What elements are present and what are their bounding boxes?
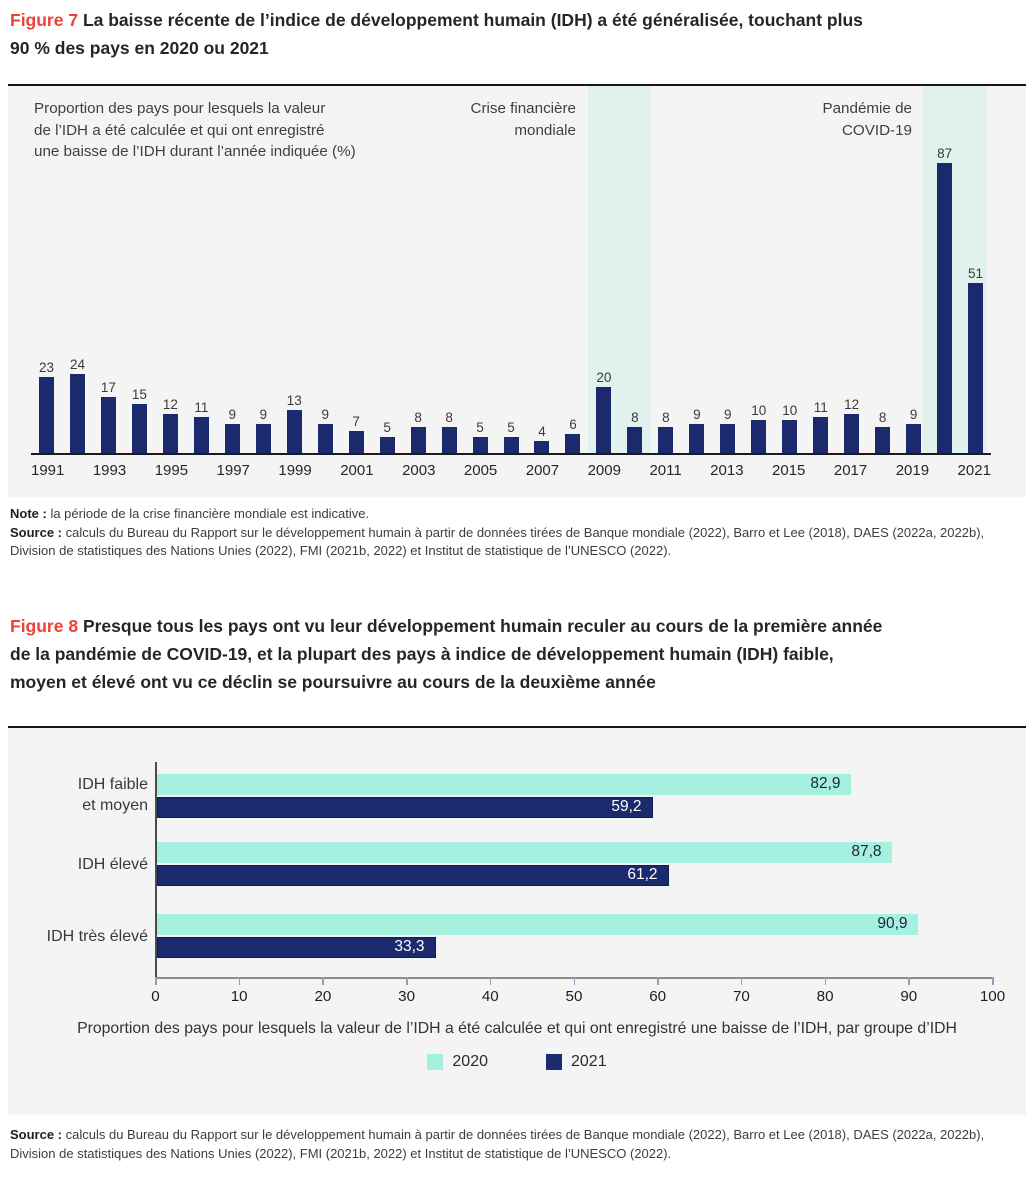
bar [157,842,892,863]
axis-tick [490,977,492,985]
bar [132,404,147,454]
year-tick-label: 2017 [833,462,868,479]
bar [442,427,457,454]
axis-tick-label: 40 [481,988,499,1005]
bar [225,424,240,454]
year-tick-label: 1993 [92,462,127,479]
year-tick-label [64,462,92,479]
figure8-legend [8,1053,1026,1071]
bar-cell [93,381,124,454]
bar-value-label: 17 [100,380,116,395]
bar [504,437,519,454]
year-tick-label: 2007 [525,462,560,479]
category-label-line: et moyen [82,797,148,814]
bar [411,427,426,454]
axis-tick [574,977,576,985]
bar-cell [248,408,279,454]
axis-tick [239,977,241,985]
bar-value-label: 59,2 [611,798,642,815]
bar-cell [929,147,960,454]
legend-label-2020: 2020 [452,1053,488,1070]
bar-cell [186,401,217,454]
bar [875,427,890,454]
bar-value-label: 33,3 [394,938,425,955]
year-tick-label [435,462,463,479]
bar [157,937,436,958]
bar [157,914,918,935]
bar-value-label: 9 [321,407,329,422]
bar-value-label: 87 [937,146,953,161]
bar [565,434,580,454]
bar-value-label: 51 [968,266,984,281]
bar-value-label: 20 [596,370,612,385]
bar-value-label: 7 [352,414,360,429]
bar [720,424,735,454]
axis-tick [741,977,743,985]
axis-tick-label: 0 [151,988,160,1005]
axis-tick-label: 10 [230,988,248,1005]
bar [937,163,952,454]
bar-cell [619,411,650,454]
bar-value-label: 9 [909,407,918,422]
axis-tick-label: 100 [979,988,1006,1005]
bar-value-label: 82,9 [810,775,841,792]
bar-value-label: 6 [569,417,577,432]
bar-cell [867,411,898,454]
axis-tick [322,977,324,985]
bar-value-label: 5 [383,420,391,435]
legend-item-2021 [546,1053,607,1071]
bar [39,377,54,454]
bar [844,414,859,454]
figure8-source: Source : calculs du Bureau du Rapport sur le développement humain à partir de données tirées de Banque mondiale (2022), Barro et Lee (2018), DAES (2022a, 2022b), Division de statistiques des Nations Unies (2022), FMI (2021b, 2022) et Institut de statistique de l’UNESCO (2022). [10,1127,985,1161]
year-tick-label: 2019 [895,462,930,479]
year-tick-label [682,462,710,479]
figure7-bar-area [31,86,991,454]
axis-tick [406,977,408,985]
figure7-source: Source : calculs du Bureau du Rapport sur le développement humain à partir de données tirées de Banque mondiale (2022), Barro et Lee (2018), DAES (2022a, 2022b), Division de statistiques des Nations Unies (2022), FMI (2021b, 2022) et Institut de statistique de l’UNESCO (2022). [10,524,985,558]
year-tick-label: 2005 [463,462,498,479]
bar-value-label: 4 [538,424,546,439]
bar-value-label: 12 [844,397,860,412]
year-tick-label [867,462,895,479]
bar-cell [403,411,434,454]
bar-cell [124,388,155,454]
year-tick-label [497,462,525,479]
bar-value-label: 90,9 [877,915,908,932]
bar [596,387,611,454]
bar [70,374,85,454]
axis-tick-label: 70 [732,988,750,1005]
bar-cell [588,371,619,454]
crisis-annotation: Crise financière mondiale [470,100,576,139]
bar [689,424,704,454]
bar-cell [62,358,93,454]
bar [157,865,669,886]
bar-value-label: 5 [476,420,484,435]
year-tick-label [805,462,833,479]
bar [157,797,653,818]
figure8-title-line2: de la pandémie de COVID-19, et la plupart des pays à indice de développement humain (IDH) faible, [10,644,834,664]
bar-cell [557,418,588,454]
year-tick-label: 2015 [772,462,806,479]
figure8-notes [10,1126,1026,1163]
bar [627,427,642,454]
year-tick-label [929,462,957,479]
bar-value-label: 12 [162,397,178,412]
figure8-chart-panel [8,726,1026,1115]
year-tick-label [250,462,278,479]
bar [751,420,766,454]
bar-cell [960,267,991,454]
bar-cell [310,408,341,454]
bar-value-label: 61,2 [627,866,658,883]
bar-cell [496,421,527,454]
figure7-note: Note : la période de la crise financière mondiale est indicative. [10,506,370,521]
year-tick-label: 1999 [278,462,312,479]
figure8-title [10,612,1024,696]
figure7-label: Figure 7 [10,10,79,30]
bar-value-label: 8 [445,410,453,425]
figure7-title-line2: 90 % des pays en 2020 ou 2021 [10,38,269,58]
bar-cell [898,408,929,454]
year-tick-label [312,462,340,479]
bar-cell [650,411,681,454]
axis-tick-label: 60 [649,988,667,1005]
bar-value-label: 8 [414,410,422,425]
bar-value-label: 5 [507,420,515,435]
bar-value-label: 10 [751,403,767,418]
axis-tick-label: 30 [398,988,416,1005]
bar-value-label: 24 [69,357,85,372]
year-tick-label: 2011 [649,462,682,479]
bar-value-label: 13 [286,393,302,408]
bar [194,417,209,454]
bar-value-label: 87,8 [851,843,882,860]
year-tick-label [744,462,772,479]
year-tick-label: 2021 [957,462,991,479]
bar [813,417,828,454]
year-tick-label: 1991 [31,462,65,479]
legend-item-2020 [427,1053,488,1071]
bar [658,427,673,454]
bar-group [157,914,918,958]
legend-label-2021: 2021 [571,1053,607,1070]
year-tick-label: 2003 [402,462,436,479]
figure7-title-line1: Figure 7 La baisse récente de l’indice de développement humain (IDH) a été généralisée, touchant plus [10,10,863,30]
bar-value-label: 10 [782,403,798,418]
year-tick-label [374,462,402,479]
bar-cell [434,411,465,454]
axis-tick [908,977,910,985]
bar [968,283,983,454]
bar [157,774,851,795]
bar [380,437,395,454]
bar-value-label: 9 [693,407,701,422]
bar-cell [31,361,62,454]
bar-group [157,842,892,886]
bar-value-label: 8 [878,410,887,425]
year-tick-label [188,462,216,479]
bar-value-label: 8 [631,410,639,425]
year-tick-label: 2013 [710,462,744,479]
year-tick-label [559,462,587,479]
category-label-line: IDH très élevé [46,928,148,945]
bar [782,420,797,454]
figure7-chart-panel [8,84,1026,497]
axis-tick [657,977,659,985]
category-label-line: IDH élevé [77,856,148,873]
year-tick-label: 2001 [340,462,374,479]
year-tick-label: 2009 [587,462,621,479]
figure8-caption: Proportion des pays pour lesquels la valeur de l’IDH a été calculée et qui ont enregistré une baisse de l’IDH, par groupe d’IDH [77,1020,957,1037]
axis-tick-label: 50 [565,988,583,1005]
axis-tick [825,977,827,985]
bar-cell [743,404,774,454]
bar-cell [465,421,496,454]
legend-swatch-2020 [427,1054,443,1070]
bar-group [157,774,851,818]
bar [256,424,271,454]
legend-swatch-2021 [546,1054,562,1070]
bar-cell [155,398,186,454]
bar-cell [805,401,836,454]
figure8-title-line3: moyen et élevé ont vu ce déclin se poursuivre au cours de la deuxième année [10,672,656,692]
category-label [8,774,148,816]
category-label [8,926,148,947]
bar [287,410,302,454]
bar-cell [372,421,403,454]
axis-tick [155,977,157,985]
year-tick-label [126,462,154,479]
category-label-line: IDH faible [77,776,148,793]
bar-cell [681,408,712,454]
figure7-title [10,6,1024,62]
bar-value-label: 8 [662,410,670,425]
bar [318,424,333,454]
bar-value-label: 9 [259,407,268,422]
bar-cell [527,425,558,454]
bar-cell [712,408,743,454]
axis-tick [992,977,994,985]
figure8-label: Figure 8 [10,616,79,636]
year-tick-label: 1997 [216,462,250,479]
axis-tick-label: 80 [816,988,834,1005]
bar [906,424,921,454]
bar [473,437,488,454]
year-tick-label [621,462,649,479]
figure7-x-axis-line [31,453,991,455]
figure7-year-axis [31,462,991,479]
bar-cell [279,394,310,454]
bar [349,431,364,454]
bar-cell [341,415,372,454]
bar-value-label: 11 [194,400,209,415]
bar-value-label: 9 [228,407,237,422]
bar-value-label: 9 [724,407,732,422]
axis-tick-label: 20 [314,988,332,1005]
bar [101,397,116,454]
bar-cell [217,408,248,454]
bar-value-label: 15 [131,387,147,402]
bar-value-label: 23 [38,360,54,375]
category-label [8,854,148,875]
bar-cell [774,404,805,454]
figure8-title-line1: Figure 8 Presque tous les pays ont vu leur développement humain reculer au cours de la première année [10,616,883,636]
figure7-notes [10,505,1026,561]
covid-annotation: Pandémie de COVID-19 [822,100,912,139]
bar-cell [836,398,867,454]
figure7-axis-description: Proportion des pays pour lesquels la valeur de l’IDH a été calculée et qui ont enregistré une baisse de l’IDH durant l’année indiquée (%) [34,100,356,160]
bar [163,414,178,454]
year-tick-label: 1995 [154,462,189,479]
bar-value-label: 11 [813,400,828,415]
axis-tick-label: 90 [900,988,918,1005]
